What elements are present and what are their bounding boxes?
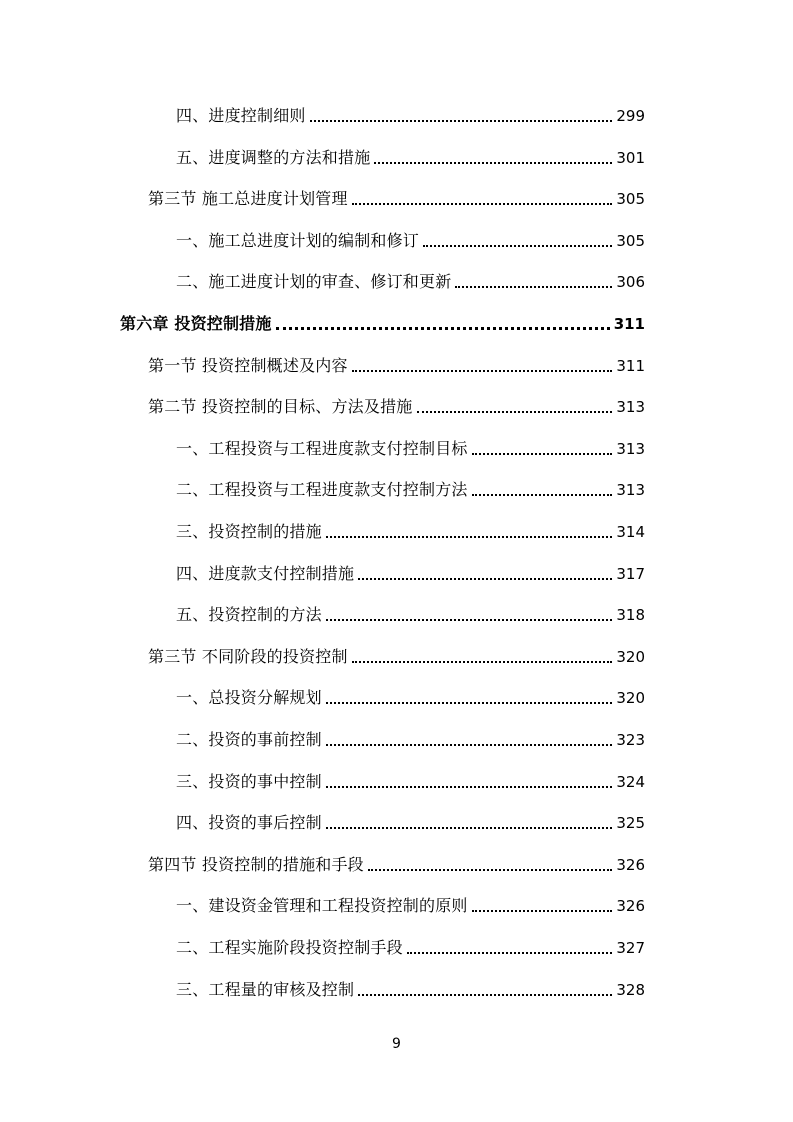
toc-entry-page: 306 [616, 273, 645, 291]
toc-entry-page: 325 [616, 814, 645, 832]
toc-entry[interactable] [148, 639, 645, 667]
dot-leader [310, 120, 613, 122]
toc-entry[interactable] [148, 181, 645, 209]
toc-entry-page: 314 [616, 523, 645, 541]
toc-entry-page: 311 [613, 315, 645, 333]
dot-leader [352, 370, 613, 372]
dot-leader [358, 994, 612, 996]
toc-entry[interactable] [148, 348, 645, 376]
toc-entry[interactable] [176, 264, 645, 292]
toc-entry-title: 二、工程投资与工程进度款支付控制方法 [176, 480, 468, 499]
toc-entry-title: 四、进度控制细则 [176, 106, 306, 125]
toc-entry-title: 三、工程量的审核及控制 [176, 980, 355, 999]
toc-entry-title: 二、工程实施阶段投资控制手段 [176, 938, 403, 957]
dot-leader [352, 203, 613, 205]
dot-leader [472, 910, 613, 912]
toc-entry-page: 313 [616, 440, 645, 458]
toc-entry[interactable] [148, 847, 645, 875]
toc-entry[interactable] [176, 472, 645, 500]
toc-entry-title: 一、施工总进度计划的编制和修订 [176, 231, 420, 250]
dot-leader [455, 286, 612, 288]
toc-entry-title: 二、施工进度计划的审查、修订和更新 [176, 272, 452, 291]
toc-entry-title: 一、工程投资与工程进度款支付控制目标 [176, 439, 468, 458]
dot-leader [472, 494, 613, 496]
toc-entry-page: 313 [616, 481, 645, 499]
dot-leader [352, 661, 613, 663]
dot-leader [417, 411, 613, 413]
toc-entry-title: 三、投资控制的措施 [176, 522, 322, 541]
toc-entry[interactable] [176, 722, 645, 750]
toc-entry-title: 一、建设资金管理和工程投资控制的原则 [176, 896, 468, 915]
toc-entry[interactable] [176, 98, 645, 126]
dot-leader [326, 827, 613, 829]
dot-leader [326, 619, 613, 621]
toc-entry-title: 四、投资的事后控制 [176, 813, 322, 832]
toc-entry-page: 320 [616, 689, 645, 707]
toc-chapter-entry[interactable] [120, 306, 645, 334]
toc-entry-page: 326 [616, 856, 645, 874]
toc-entry-page: 305 [616, 190, 645, 208]
toc-entry-title: 第三节 施工总进度计划管理 [148, 189, 348, 208]
toc-entry-page: 327 [616, 939, 645, 957]
toc-entry[interactable] [176, 764, 645, 792]
toc-entry-page: 328 [616, 981, 645, 999]
dot-leader [326, 744, 613, 746]
toc-entry[interactable] [176, 888, 645, 916]
toc-entry[interactable] [176, 930, 645, 958]
toc-entry-title: 一、总投资分解规划 [176, 688, 322, 707]
toc-entry[interactable] [176, 140, 645, 168]
dot-leader [374, 162, 612, 164]
toc-entry-page: 301 [616, 149, 645, 167]
toc-entry[interactable] [148, 389, 645, 417]
dot-leader [472, 453, 613, 455]
toc-entry[interactable] [176, 805, 645, 833]
toc-entry-page: 323 [616, 731, 645, 749]
toc-entry[interactable] [176, 556, 645, 584]
dot-leader [326, 786, 613, 788]
toc-entry-title: 第二节 投资控制的目标、方法及措施 [148, 397, 413, 416]
toc-entry-page: 324 [616, 773, 645, 791]
toc-entry-page: 317 [616, 565, 645, 583]
toc-entry[interactable] [176, 514, 645, 542]
dot-leader [358, 578, 612, 580]
toc-entry[interactable] [176, 972, 645, 1000]
dot-leader [423, 245, 612, 247]
toc-entry-page: 313 [616, 398, 645, 416]
dot-leader [326, 702, 613, 704]
toc-entry-title: 五、投资控制的方法 [176, 605, 322, 624]
dot-leader [326, 536, 613, 538]
toc-entry[interactable] [176, 597, 645, 625]
toc-entry-title: 第三节 不同阶段的投资控制 [148, 647, 348, 666]
toc-entry-page: 299 [616, 107, 645, 125]
toc-entry[interactable] [176, 680, 645, 708]
toc-entry-page: 326 [616, 897, 645, 915]
toc-entry-page: 320 [616, 648, 645, 666]
toc-entry-page: 318 [616, 606, 645, 624]
dot-leader [407, 952, 613, 954]
toc-entry-title: 二、投资的事前控制 [176, 730, 322, 749]
dot-leader [368, 869, 612, 871]
toc-entry-title: 四、进度款支付控制措施 [176, 564, 355, 583]
toc-entry-title: 第六章 投资控制措施 [120, 314, 272, 333]
toc-entry-title: 五、进度调整的方法和措施 [176, 148, 371, 167]
toc-entry[interactable] [176, 223, 645, 251]
toc-entry-title: 第四节 投资控制的措施和手段 [148, 855, 364, 874]
page-number: 9 [392, 1036, 401, 1052]
toc-entry-title: 第一节 投资控制概述及内容 [148, 356, 348, 375]
toc-entry-page: 305 [616, 232, 645, 250]
toc-entry[interactable] [176, 431, 645, 459]
toc-entry-title: 三、投资的事中控制 [176, 772, 322, 791]
toc-entry-page: 311 [616, 357, 645, 375]
dot-leader [276, 327, 610, 330]
